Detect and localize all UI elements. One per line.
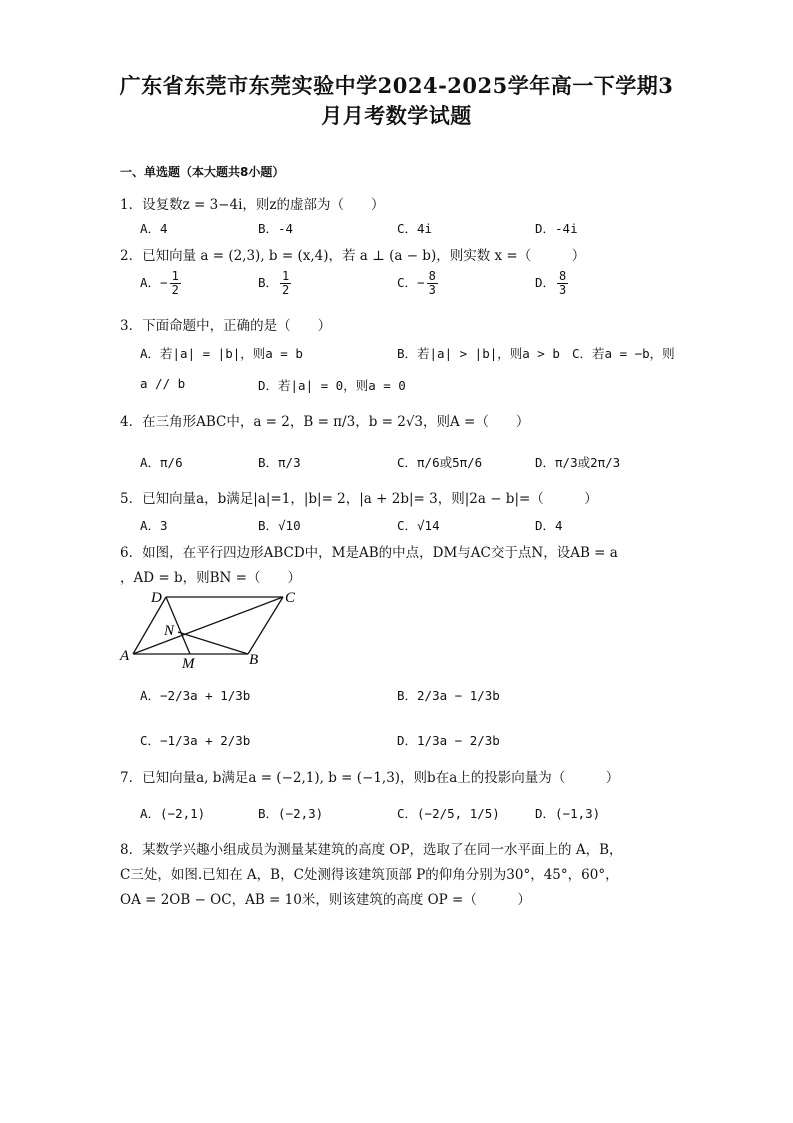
question-1-option-c: C．4i bbox=[397, 221, 433, 236]
question-4-option-d: D．π/3或2π/3 bbox=[535, 455, 621, 470]
question-3-option-c-continued: a // b bbox=[140, 376, 186, 391]
question-2-option-d bbox=[535, 270, 570, 297]
fraction bbox=[170, 270, 181, 297]
question-7-option-a: A．(−2,1) bbox=[140, 806, 206, 821]
question-1-stem: 1．设复数z = 3−4i，则z的虚部为（ ） bbox=[120, 197, 385, 213]
option-label: C． bbox=[397, 275, 418, 290]
edge-bc bbox=[248, 597, 283, 654]
question-3-option-c: C．若a = −b，则 bbox=[572, 346, 675, 361]
option-label: D． bbox=[535, 275, 556, 290]
label-b: B bbox=[249, 652, 259, 668]
option-label: B． bbox=[258, 275, 279, 290]
question-7-option-b: B．(−2,3) bbox=[258, 806, 324, 821]
question-6-option-c: C．−1/3a + 2/3b bbox=[140, 733, 251, 748]
page-title-line2: 月月考数学试题 bbox=[321, 103, 472, 128]
label-a: A bbox=[120, 648, 130, 664]
question-6-option-b: B．2/3a − 1/3b bbox=[397, 688, 500, 703]
question-1-option-d: D．-4i bbox=[535, 221, 578, 236]
question-2-stem: 2．已知向量 a = (2,3), b = (x,4)，若 a ⊥ (a − b)，则实数 x =（ ） bbox=[120, 248, 586, 264]
question-8-stem: 8．某数学兴趣小组成员为测量某建筑的高度 OP，选取了在同一水平面上的 A，B， bbox=[120, 842, 623, 858]
question-3-option-d: D．若|a| = 0，则a = 0 bbox=[258, 378, 406, 393]
parallelogram-figure bbox=[118, 588, 308, 670]
question-7-option-d: D．(−1,3) bbox=[535, 806, 601, 821]
question-5-option-a: A．3 bbox=[140, 518, 168, 533]
fraction-denominator: 3 bbox=[559, 283, 567, 297]
question-7-option-c: C．(−2/5, 1/5) bbox=[397, 806, 500, 821]
question-2-option-c bbox=[397, 270, 440, 297]
question-1-option-a: A．4 bbox=[140, 221, 168, 236]
frac-sign: − bbox=[160, 275, 168, 290]
fraction-denominator: 2 bbox=[171, 283, 179, 297]
question-5-stem: 5．已知向量a，b满足|a|=1，|b|= 2，|a + 2b|= 3，则|2a − b|=（ ） bbox=[120, 491, 598, 507]
question-6-option-d: D．1/3a − 2/3b bbox=[397, 733, 500, 748]
question-4-option-a: A．π/6 bbox=[140, 455, 183, 470]
section-heading: 一、单选题（本大题共8小题） bbox=[120, 165, 285, 179]
question-5-option-d: D．4 bbox=[535, 518, 563, 533]
question-6-stem: 6．如图，在平行四边形ABCD中，M是AB的中点，DM与AC交于点N，设AB = a bbox=[120, 545, 618, 561]
question-7-stem: 7．已知向量a, b满足a = (−2,1), b = (−1,3)，则b在a上的投影向量为（ ） bbox=[120, 770, 620, 786]
label-m: M bbox=[182, 656, 195, 670]
question-2-option-b bbox=[258, 270, 293, 297]
question-6-option-a: A．−2/3a + 1/3b bbox=[140, 688, 251, 703]
question-4-option-b: B．π/3 bbox=[258, 455, 301, 470]
question-2-option-a bbox=[140, 270, 183, 297]
question-6-stem-continued: ，AD = b，则BN =（ ） bbox=[120, 570, 301, 586]
question-8-stem-line2: C三处，如图.已知在 A，B，C处测得该建筑顶部 P的仰角分别为30°，45°，60°， bbox=[120, 867, 619, 883]
label-d: D bbox=[151, 590, 162, 606]
question-3-stem: 3．下面命题中，正确的是（ ） bbox=[120, 318, 332, 334]
question-4-option-c: C．π/6或5π/6 bbox=[397, 455, 483, 470]
label-c: C bbox=[285, 590, 296, 606]
question-1-option-b: B．-4 bbox=[258, 221, 294, 236]
fraction-numerator: 1 bbox=[171, 269, 179, 283]
fraction-denominator: 2 bbox=[282, 283, 290, 297]
fraction bbox=[280, 270, 291, 297]
question-3-option-b: B．若|a| > |b|，则a > b bbox=[397, 346, 560, 361]
question-4-stem: 4．在三角形ABC中，a = 2，B = π/3，b = 2√3，则A =（ ） bbox=[120, 414, 530, 430]
fraction-numerator: 8 bbox=[559, 269, 567, 283]
frac-sign: − bbox=[417, 275, 425, 290]
question-8-stem-line3: OA = 2OB − OC，AB = 10米，则该建筑的高度 OP =（ ） bbox=[120, 892, 531, 908]
fraction-denominator: 3 bbox=[428, 283, 436, 297]
option-label: A． bbox=[140, 275, 161, 290]
fraction-numerator: 1 bbox=[282, 269, 290, 283]
fraction-numerator: 8 bbox=[428, 269, 436, 283]
fraction bbox=[427, 270, 438, 297]
question-5-option-b: B．√10 bbox=[258, 518, 301, 533]
fraction bbox=[557, 270, 568, 297]
question-3-option-a: A．若|a| = |b|，则a = b bbox=[140, 346, 303, 361]
question-5-option-c: C．√14 bbox=[397, 518, 440, 533]
label-n: N bbox=[164, 623, 175, 639]
page-title-line1: 广东省东莞市东莞实验中学2024-2025学年高一下学期3 bbox=[119, 73, 674, 98]
